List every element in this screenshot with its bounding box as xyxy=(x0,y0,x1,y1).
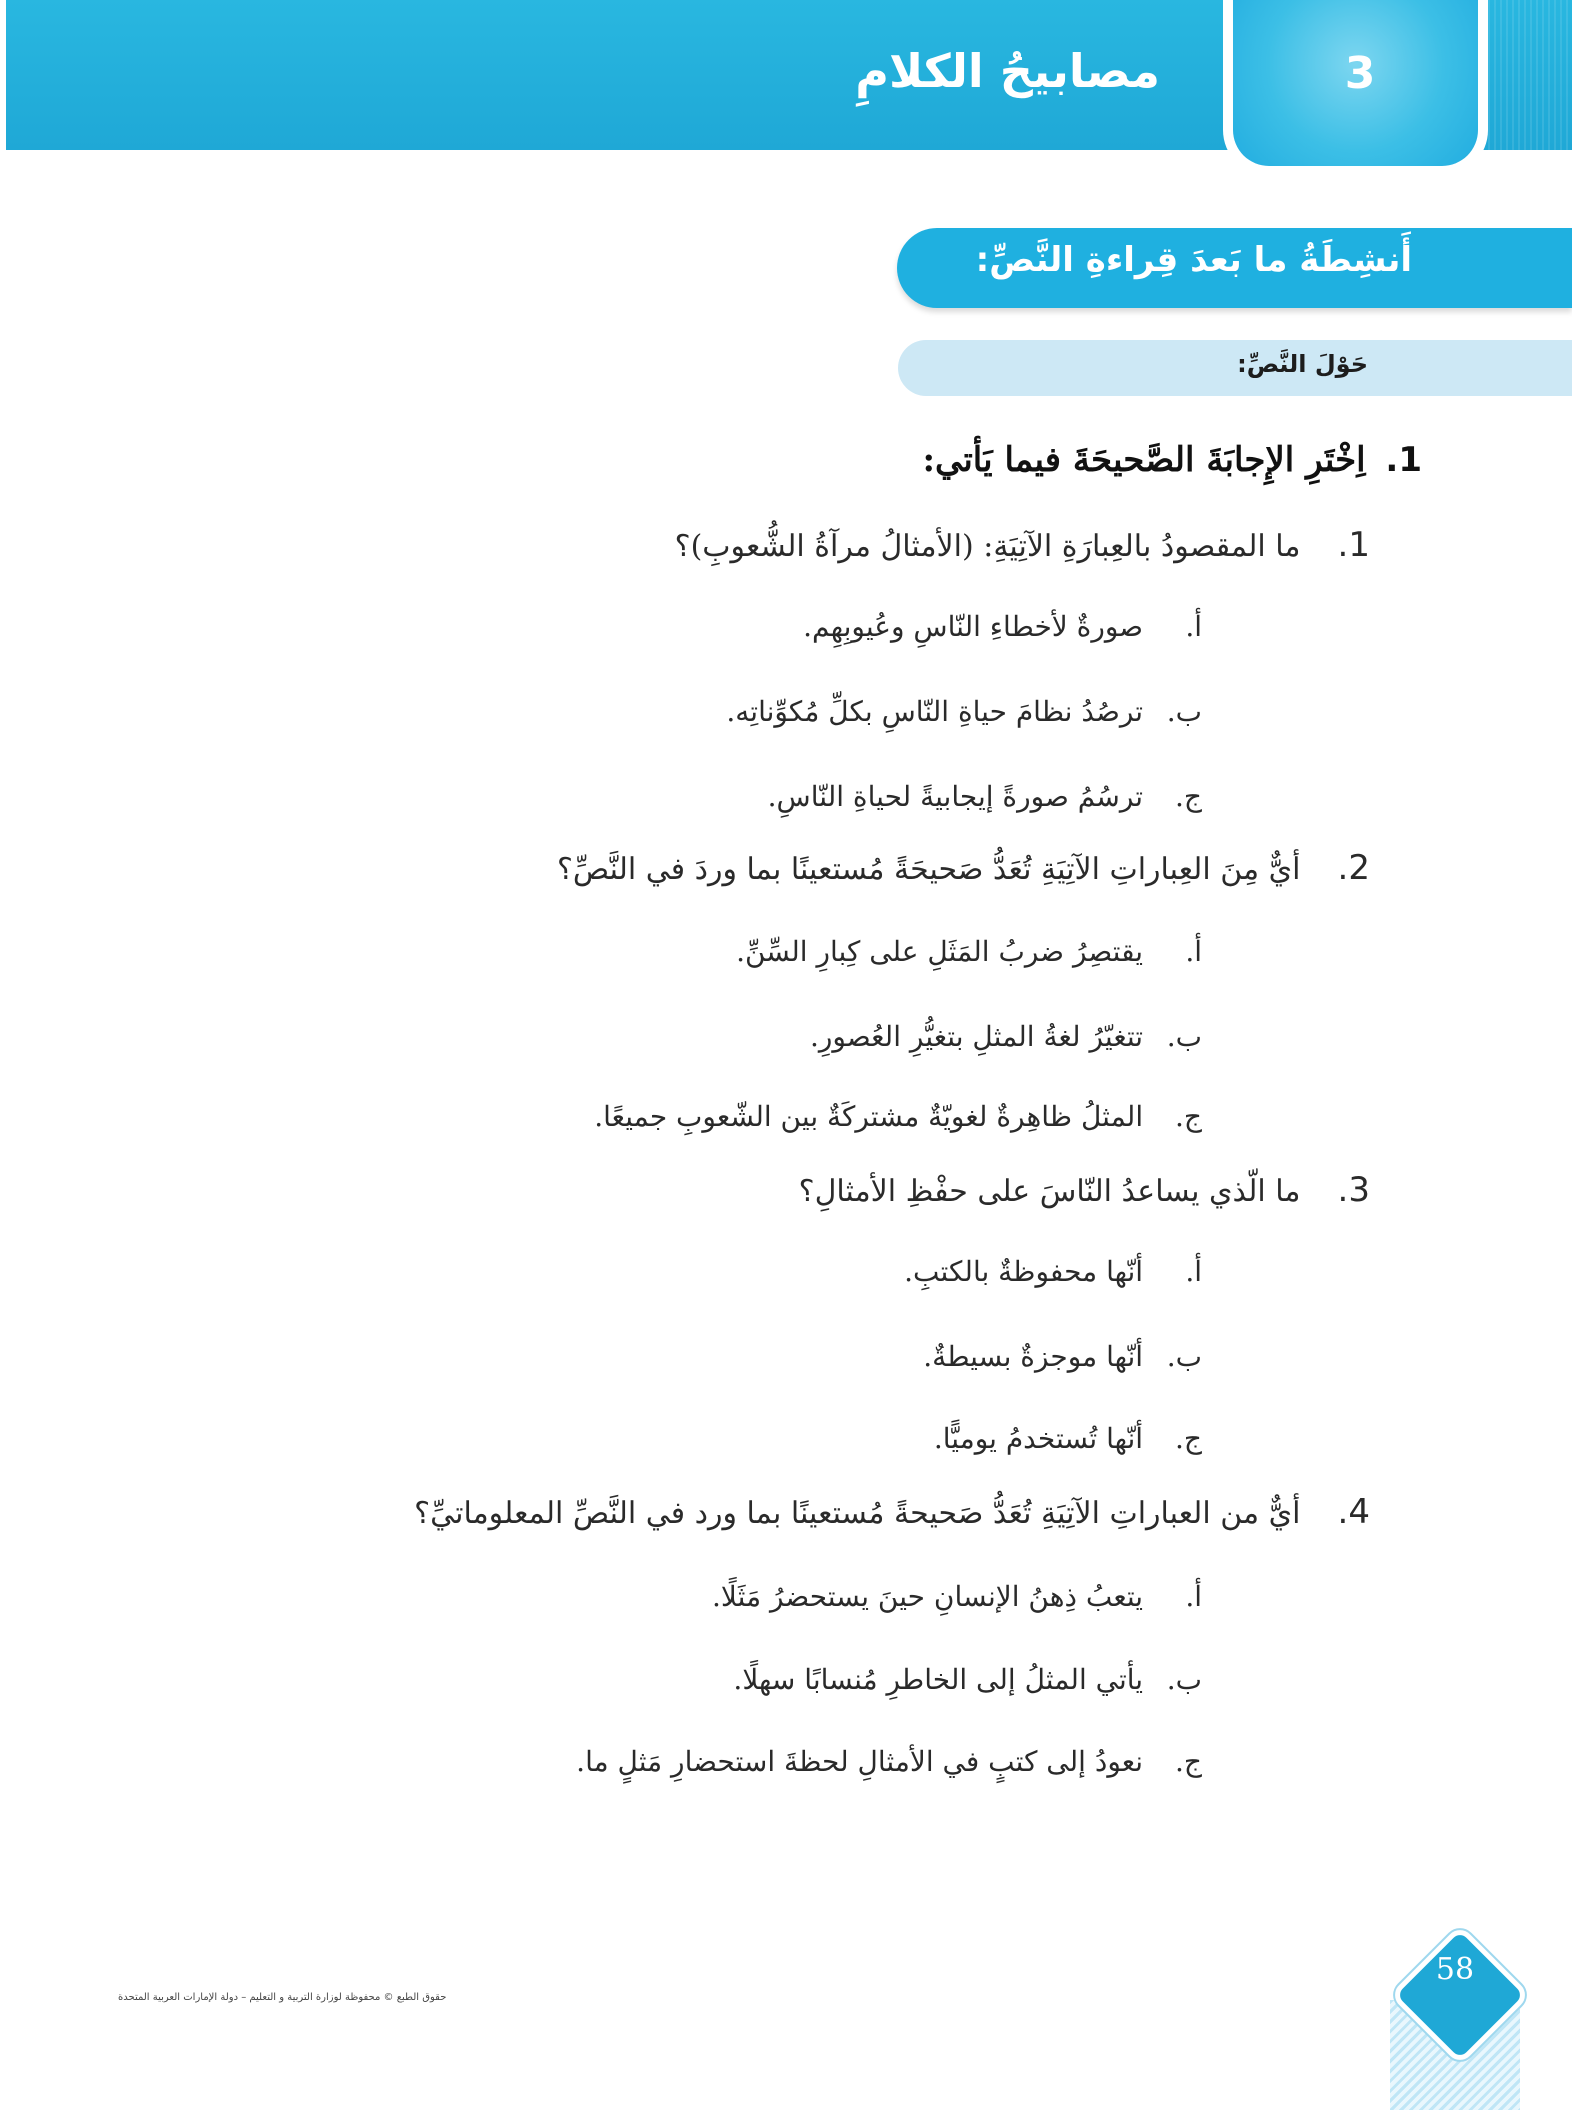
question-1-option-b[interactable] xyxy=(726,695,1202,728)
question-number: 1. xyxy=(1337,525,1370,565)
question-2-option-c[interactable] xyxy=(594,1100,1202,1133)
question-4-option-c[interactable] xyxy=(576,1745,1202,1778)
question-2-option-b[interactable] xyxy=(810,1020,1202,1053)
option-text: يقتصِرُ ضربُ المَثَلِ على كِبارِ السِّنِّ. xyxy=(736,935,1144,968)
question-1-option-c[interactable] xyxy=(768,780,1202,813)
option-letter: ج. xyxy=(1175,1745,1202,1778)
option-text: المثلُ ظاهِرةٌ لغويّةٌ مشتركَةٌ بين الشّعوبِ جميعًا. xyxy=(594,1100,1144,1133)
option-text: نعودُ إلى كتبٍ في الأمثالِ لحظةَ استحضارِ مَثلٍ ما. xyxy=(576,1745,1144,1778)
option-letter: ب. xyxy=(1166,1340,1202,1373)
question-1 xyxy=(675,525,1370,565)
option-letter: ج. xyxy=(1175,780,1202,813)
question-4 xyxy=(414,1492,1370,1532)
option-text: يأتي المثلُ إلى الخاطرِ مُنسابًا سهلًا. xyxy=(733,1663,1144,1696)
question-3-option-c[interactable] xyxy=(934,1422,1202,1455)
option-text: صورةٌ لأخطاءِ النّاسِ وعُيوبِهِم. xyxy=(803,610,1144,643)
option-text: ترصُدُ نظامَ حياةِ النّاسِ بكلِّ مُكوِّناتِه. xyxy=(726,695,1144,728)
option-letter: أ. xyxy=(1185,1255,1202,1288)
option-text: يتعبُ ذِهنُ الإنسانِ حينَ يستحضرُ مَثَلًا. xyxy=(712,1580,1144,1613)
question-text: ما الّذي يساعدُ النّاسَ على حفْظِ الأمثالِ؟ xyxy=(798,1174,1301,1209)
section-title: أَنشِطَةُ ما بَعدَ قِراءةِ النَّصِّ: xyxy=(975,240,1412,280)
option-text: أنّها تُستخدمُ يوميًّا. xyxy=(933,1422,1144,1455)
option-letter: ب. xyxy=(1166,695,1202,728)
option-letter: أ. xyxy=(1185,1580,1202,1613)
question-number: 2. xyxy=(1337,848,1370,888)
option-letter: أ. xyxy=(1185,935,1202,968)
option-text: تتغيّرُ لغةُ المثلِ بتغيُّرِ العُصورِ. xyxy=(810,1020,1144,1053)
subsection-title: حَوْلَ النَّصِّ: xyxy=(1237,350,1368,378)
option-letter: أ. xyxy=(1185,610,1202,643)
unit-number: 3 xyxy=(1344,48,1376,99)
question-text: أيٌّ من العباراتِ الآتِيَةِ تُعَدُّ صَحيحةً مُستعينًا بما ورد في النَّصِّ المعلوماتيِّ؟ xyxy=(414,1496,1301,1531)
option-text: أنّها محفوظةٌ بالكتبِ. xyxy=(904,1255,1144,1288)
unit-title: مصابيحُ الكلامِ xyxy=(855,44,1160,98)
exercise-text: اِخْتَرِ الإِجابَةَ الصَّحيحَةَ فيما يَأتي: xyxy=(922,440,1366,480)
option-letter: ب. xyxy=(1166,1020,1202,1053)
question-number: 3. xyxy=(1337,1170,1370,1210)
option-letter: ج. xyxy=(1175,1100,1202,1133)
exercise-number: 1. xyxy=(1385,440,1422,480)
option-letter: ج. xyxy=(1175,1422,1202,1455)
question-text: ما المقصودُ بالعِبارَةِ الآتِيَةِ: (الأمثالُ مرآةُ الشُّعوبِ)؟ xyxy=(674,529,1301,564)
question-text: أيٌّ مِنَ العِباراتِ الآتِيَةِ تُعَدُّ صَحيحَةً مُستعينًا بما وردَ في النَّصِّ؟ xyxy=(557,852,1301,887)
question-3-option-b[interactable] xyxy=(923,1340,1202,1373)
question-2-option-a[interactable] xyxy=(736,935,1202,968)
subsection-heading-bar xyxy=(898,340,1572,396)
question-2 xyxy=(557,848,1370,888)
option-text: أنّها موجزةٌ بسيطةٌ. xyxy=(923,1340,1144,1373)
question-number: 4. xyxy=(1337,1492,1370,1532)
question-1-option-a[interactable] xyxy=(803,610,1202,643)
copyright-notice: حقوق الطبع © محفوظة لوزارة التربية و التعليم – دولة الإمارات العربية المتحدة xyxy=(118,1992,447,2003)
question-4-option-a[interactable] xyxy=(712,1580,1202,1613)
question-3-option-a[interactable] xyxy=(904,1255,1202,1288)
exercise-instruction xyxy=(922,440,1422,480)
option-letter: ب. xyxy=(1166,1663,1202,1696)
question-4-option-b[interactable] xyxy=(733,1663,1202,1696)
page-number: 58 xyxy=(1435,1952,1475,1987)
option-text: ترسُمُ صورةً إيجابيةً لحياةِ النّاسِ. xyxy=(767,780,1144,813)
question-3 xyxy=(799,1170,1370,1210)
